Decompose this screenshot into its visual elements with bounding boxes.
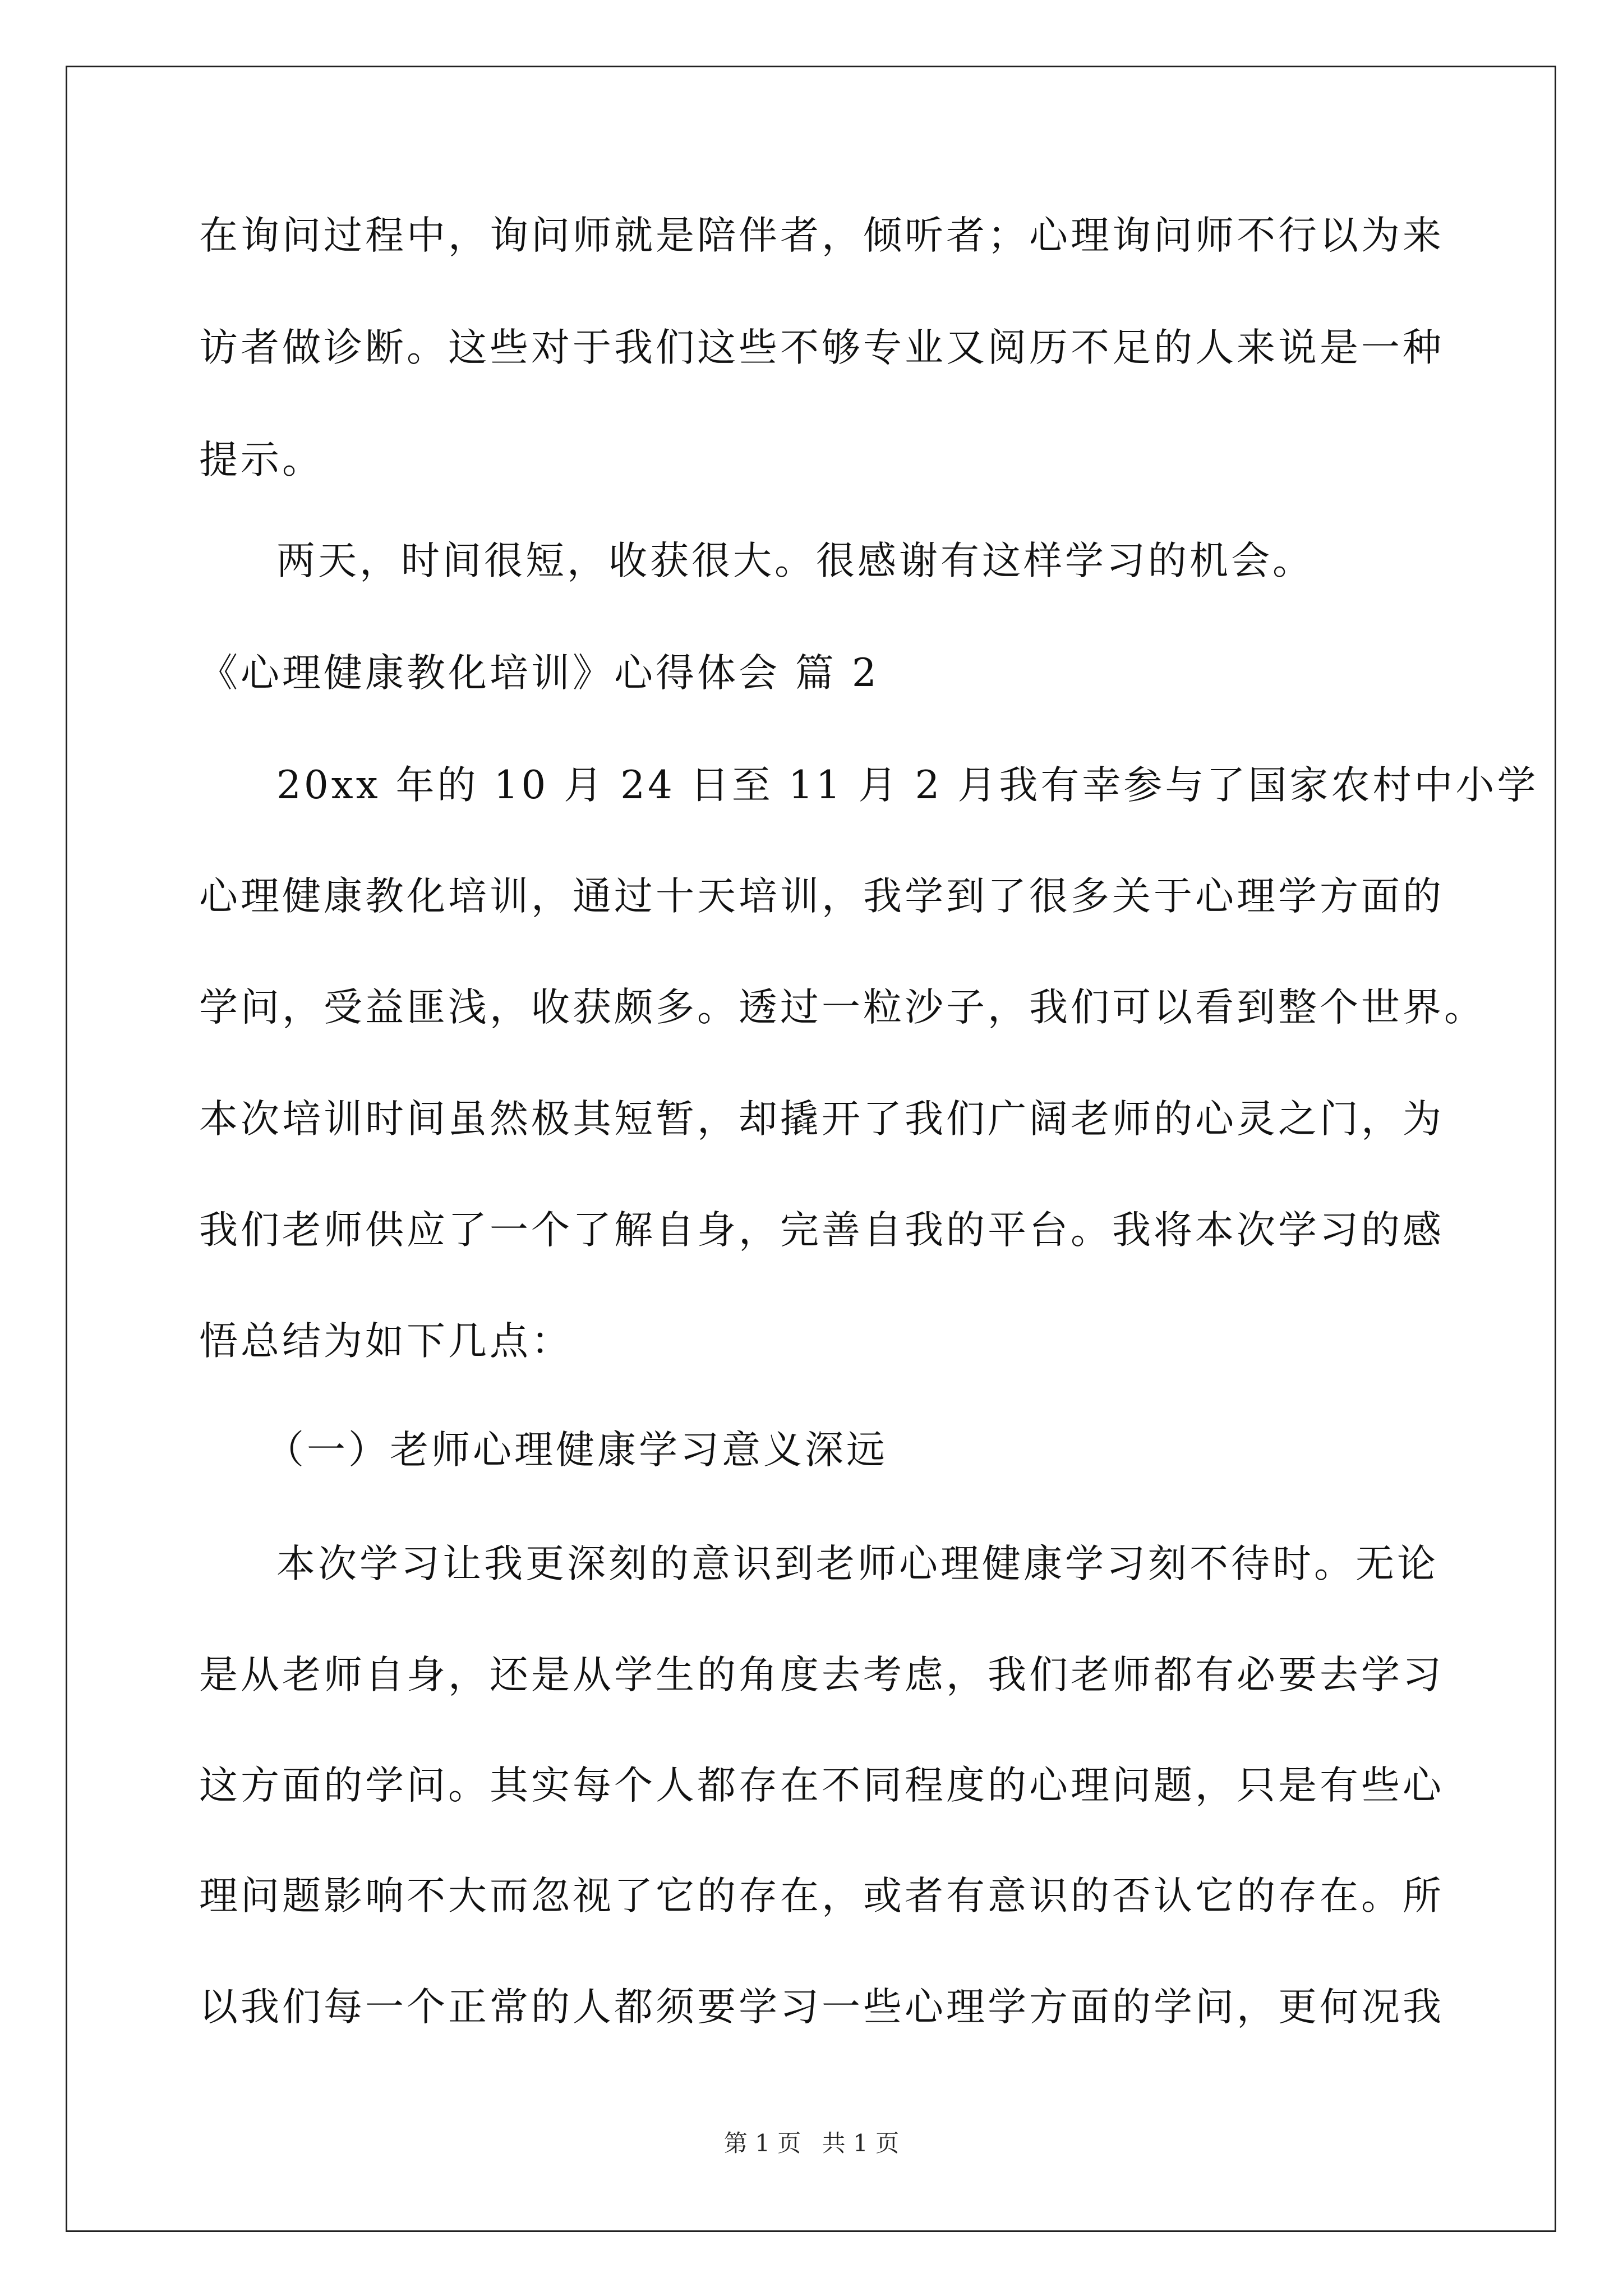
- section-heading: 《心理健康教化培训》心得体会 篇 2: [199, 651, 879, 696]
- text-line: 提示。: [199, 438, 324, 482]
- text-line: 以我们每一个正常的人都须要学习一些心理学方面的学问，更何况我: [199, 1985, 1444, 2030]
- paragraph-text: 两天，时间很短，收获很大。很感谢有这样学习的机会。: [276, 539, 1314, 583]
- text-line: 是从老师自身，还是从学生的角度去考虑，我们老师都有必要去学习: [199, 1653, 1444, 1697]
- text-line: 20xx 年的 10 月 24 日至 11 月 2 月我有幸参与了国家农村中小学: [276, 763, 1539, 808]
- subheading: （一）老师心理健康学习意义深远: [265, 1428, 888, 1473]
- text-line: 访者做诊断。这些对于我们这些不够专业又阅历不足的人来说是一种: [199, 325, 1444, 370]
- text-line: 本次培训时间虽然极其短暂，却撬开了我们广阔老师的心灵之门，为: [199, 1097, 1444, 1142]
- text-line: 在询问过程中，询问师就是陪伴者，倾听者；心理询问师不行以为来: [199, 213, 1444, 258]
- page-footer: [0, 2125, 1623, 2159]
- text-line: 我们老师供应了一个了解自身，完善自我的平台。我将本次学习的感: [199, 1208, 1444, 1253]
- text-line: 理问题影响不大而忽视了它的存在，或者有意识的否认它的存在。所: [199, 1874, 1444, 1918]
- page-number: 第 1 页: [723, 2129, 801, 2157]
- text-line: 学问，受益匪浅，收获颇多。透过一粒沙子，我们可以看到整个世界。: [199, 985, 1486, 1030]
- text-line: 悟总结为如下几点：: [199, 1319, 573, 1364]
- page-total: 共 1 页: [822, 2129, 900, 2157]
- text-line: 心理健康教化培训，通过十天培训，我学到了很多关于心理学方面的: [199, 874, 1444, 919]
- text-line: 本次学习让我更深刻的意识到老师心理健康学习刻不待时。无论: [276, 1542, 1438, 1586]
- text-line: 这方面的学问。其实每个人都存在不同程度的心理问题，只是有些心: [199, 1763, 1444, 1808]
